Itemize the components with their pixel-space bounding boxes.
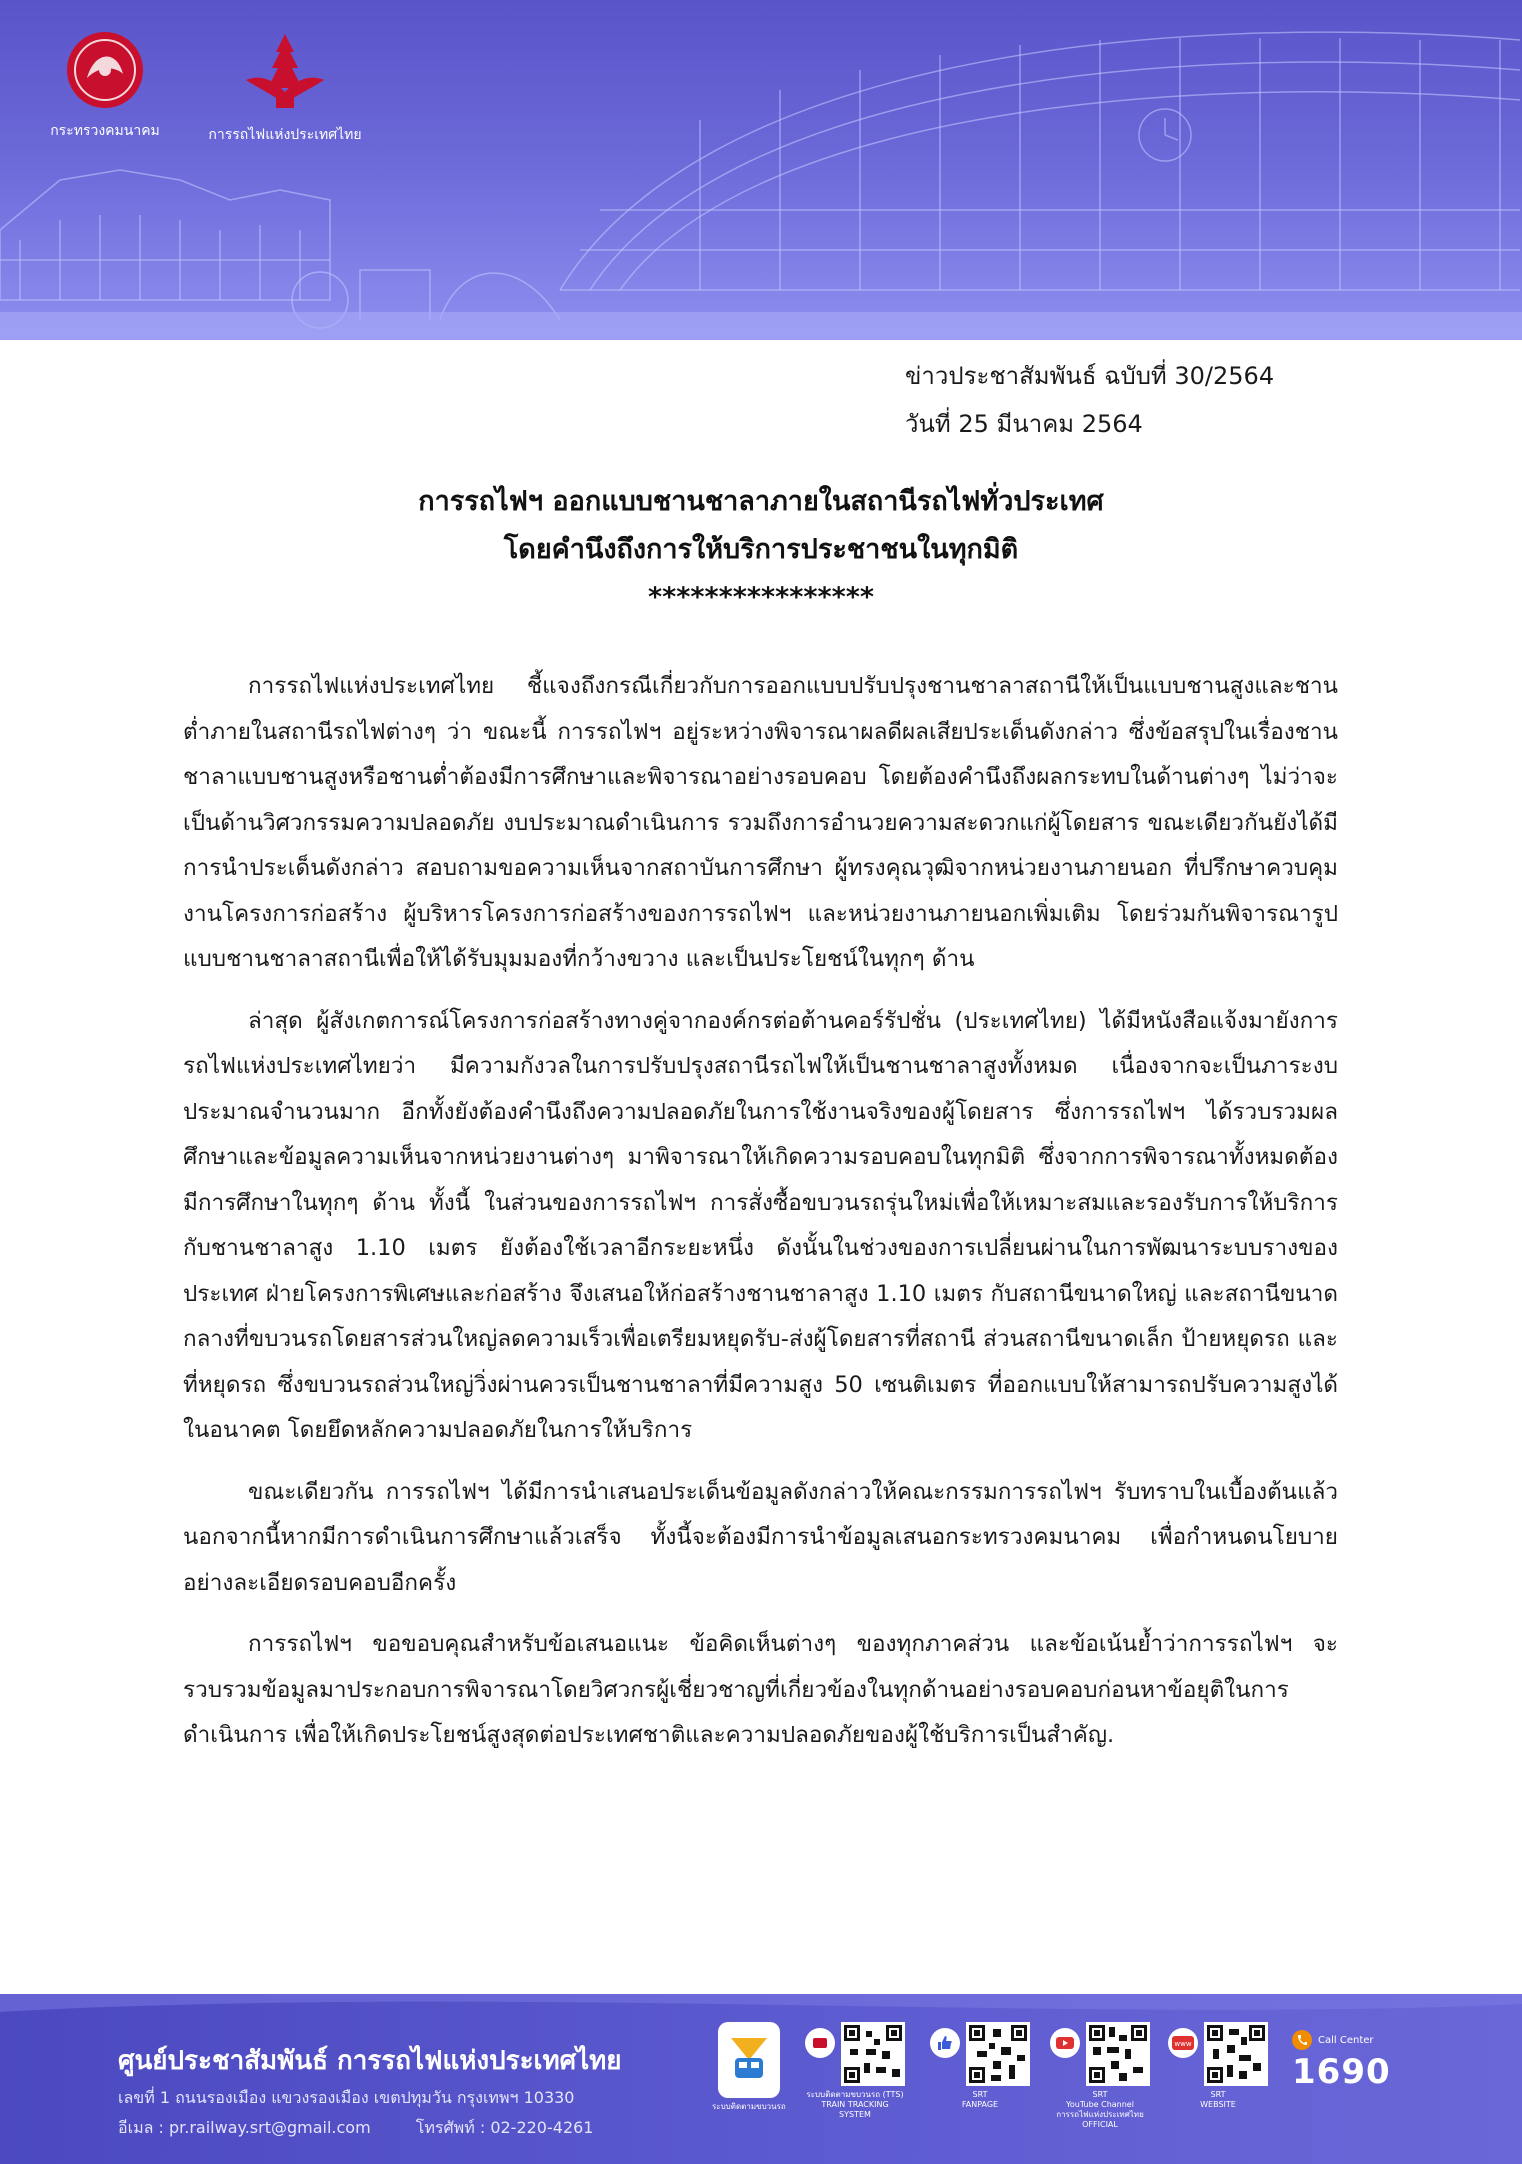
call-center-label: Call Center bbox=[1318, 2034, 1374, 2046]
fanpage-caption: SRT FANPAGE bbox=[961, 2090, 999, 2109]
footer-email[interactable]: อีเมล : pr.railway.srt@gmail.com bbox=[118, 2118, 371, 2137]
youtube-icon bbox=[1050, 2028, 1080, 2058]
release-number: ข่าวประชาสัมพันธ์ ฉบับที่ 30/2564 bbox=[905, 362, 1275, 390]
fanpage-tile[interactable] bbox=[930, 2022, 1030, 2110]
article-body bbox=[183, 664, 1338, 1775]
srt-logo bbox=[200, 30, 370, 146]
header-banner bbox=[0, 0, 1522, 340]
tts-qr-code[interactable] bbox=[841, 2022, 905, 2086]
paragraph: การรถไฟฯ ขอขอบคุณสำหรับข้อเสนอแนะ ข้อคิดเห็นต่างๆ ของทุกภาคส่วน และข้อเน้นย้ำว่าการรถไฟฯ จะรวบรวมข้อมูลมาประกอบการพิจารณาโดยวิศวกรผู้เชี่ยวชาญที่เกี่ยวข้องในทุกด้านอย่างรอบคอบก่อนหาข้อยุติในการดำเนินการ เพื่อให้เกิดประโยชน์สูงสุดต่อประเทศชาติและความปลอดภัยของผู้ใช้บริการเป็นสำคัญ. bbox=[183, 1631, 1338, 1748]
fanpage-qr-code[interactable] bbox=[966, 2022, 1030, 2086]
ministry-caption: กระทรวงคมนาคม bbox=[50, 123, 160, 139]
website-caption: SRT WEBSITE bbox=[1200, 2090, 1236, 2109]
youtube-tile[interactable] bbox=[1050, 2022, 1150, 2130]
headline-line-1: การรถไฟฯ ออกแบบชานชาลาภายในสถานีรถไฟทั่วประเทศ bbox=[418, 486, 1104, 517]
headline-line-2: โดยคำนึงถึงการให้บริการประชาชนในทุกมิติ bbox=[503, 534, 1019, 565]
call-center-number[interactable]: 1690 bbox=[1292, 2052, 1391, 2092]
footer-phone: โทรศัพท์ : 02-220-4261 bbox=[415, 2118, 594, 2137]
youtube-caption: SRT YouTube Channel การรถไฟแห่งประเทศไทย OFFICIAL bbox=[1056, 2090, 1144, 2129]
release-meta bbox=[905, 352, 1425, 448]
footer-address: เลขที่ 1 ถนนรองเมือง แขวงรองเมือง เขตปทุมวัน กรุงเทพฯ 10330 bbox=[118, 2088, 575, 2107]
footer-org-name: ศูนย์ประชาสัมพันธ์ การรถไฟแห่งประเทศไทย bbox=[118, 2046, 622, 2076]
like-icon bbox=[930, 2028, 960, 2058]
ministry-logo bbox=[40, 30, 170, 142]
train-app-icon[interactable] bbox=[718, 2022, 780, 2098]
paragraph: ขณะเดียวกัน การรถไฟฯ ได้มีการนำเสนอประเด็นข้อมูลดังกล่าวให้คณะกรรมการรถไฟฯ รับทราบในเบื้องต้นแล้ว นอกจากนี้หากมีการดำเนินการศึกษาแล้วเสร็จ ทั้งนี้จะต้องมีการนำข้อมูลเสนอกระทรวงคมนาคม เพื่อกำหนดนโยบายอย่างละเอียดรอบคอบอีกครั้ง bbox=[183, 1478, 1338, 1596]
release-date: วันที่ 25 มีนาคม 2564 bbox=[905, 410, 1143, 438]
phone-icon bbox=[1292, 2030, 1312, 2050]
train-app-caption: ระบบติดตามขบวนรถ bbox=[712, 2102, 786, 2111]
paragraph: ล่าสุด ผู้สังเกตการณ์โครงการก่อสร้างทางคู่จากองค์กรต่อต้านคอร์รัปชั่น (ประเทศไทย) ได้มีหนังสือแจ้งมายังการรถไฟแห่งประเทศไทยว่า มีความกังวลในการปรับปรุงสถานีรถไฟให้เป็นชานชาลาสูงทั้งหมด เนื่องจากจะเป็นภาระงบประมาณจำนวนมาก อีกทั้งยังต้องคำนึงถึงความปลอดภัยในการใช้งานจริงของผู้โดยสาร ซึ่งการรถไฟฯ ได้รวบรวมผลศึกษาและข้อมูลความเห็นจากหน่วยงานต่างๆ มาพิจารณาให้เกิดความรอบคอบในทุกมิติ ซึ่งจากการพิจารณาทั้งหมดต้องมีการศึกษาในทุกๆ ด้าน ทั้งนี้ ในส่วนของการรถไฟฯ การสั่งซื้อขบวนรถรุ่นใหม่เพื่อให้เหมาะสมและรองรับการให้บริการกับชานชาลาสูง 1.10 เมตร ยังต้องใช้เวลาอีกระยะหนึ่ง ดังนั้นในช่วงของการเปลี่ยนผ่านในการพัฒนาระบบรางของประเทศ ฝ่ายโครงการพิเศษและก่อสร้าง จึงเสนอให้ก่อสร้างชานชาลาสูง 1.10 เมตร กับสถานีขนาดใหญ่ และสถานีขนาดกลางที่ขบวนรถโดยสารส่วนใหญ่ลดความเร็วเพื่อเตรียมหยุดรับ-ส่งผู้โดยสารที่สถานี ส่วนสถานีขนาดเล็ก ป้ายหยุดรถ และที่หยุดรถ ซึ่งขบวนรถส่วนใหญ่วิ่งผ่านควรเป็นชานชาลาที่มีความสูง 50 เซนติเมตร ที่ออกแบบให้สามารถปรับความสูงได้ในอนาคต โดยยึดหลักความปลอดภัยในการให้บริการ bbox=[183, 1007, 1338, 1443]
footer-contact bbox=[118, 2116, 633, 2141]
tts-tile[interactable] bbox=[805, 2022, 905, 2120]
ministry-seal-icon bbox=[65, 30, 145, 110]
youtube-qr-code[interactable] bbox=[1086, 2022, 1150, 2086]
tts-icon bbox=[805, 2028, 835, 2058]
tts-caption: ระบบติดตามขบวนรถ (TTS) TRAIN TRACKING SYSTEM bbox=[806, 2090, 904, 2119]
website-qr-code[interactable] bbox=[1204, 2022, 1268, 2086]
website-tile[interactable] bbox=[1168, 2022, 1268, 2110]
srt-emblem-icon bbox=[240, 30, 330, 114]
paragraph: การรถไฟแห่งประเทศไทย ชี้แจงถึงกรณีเกี่ยวกับการออกแบบปรับปรุงชานชาลาสถานีให้เป็นแบบชานสูงและชานต่ำภายในสถานีรถไฟต่างๆ ว่า ขณะนี้ การรถไฟฯ อยู่ระหว่างพิจารณาผลดีผลเสียประเด็นดังกล่าว ซึ่งข้อสรุปในเรื่องชานชาลาแบบชานสูงหรือชานต่ำต้องมีการศึกษาและพิจารณาอย่างรอบคอบ โดยต้องคำนึงถึงผลกระทบในด้านต่างๆ ไม่ว่าจะเป็นด้านวิศวกรรมความปลอดภัย งบประมาณดำเนินการ รวมถึงการอำนวยความสะดวกแก่ผู้โดยสาร ขณะเดียวกันยังได้มีการนำประเด็นดังกล่าว สอบถามขอความเห็นจากสถาบันการศึกษา ผู้ทรงคุณวุฒิจากหน่วยงานภายนอก ที่ปรึกษาควบคุมงานโครงการก่อสร้าง ผู้บริหารโครงการก่อสร้างของการรถไฟฯ และหน่วยงานภายนอกเพิ่มเติม โดยร่วมกันพิจารณารูปแบบชานชาลาสถานีเพื่อให้ได้รับมุมมองที่กว้างขวาง และเป็นประโยชน์ในทุกๆ ด้าน bbox=[183, 673, 1338, 972]
call-center[interactable] bbox=[1292, 2030, 1391, 2092]
train-app-tile[interactable] bbox=[712, 2022, 786, 2112]
www-icon bbox=[1168, 2028, 1198, 2058]
srt-caption: การรถไฟแห่งประเทศไทย bbox=[208, 127, 362, 143]
headline bbox=[0, 478, 1522, 622]
footer-bar bbox=[0, 1994, 1522, 2164]
svg-text:www: www bbox=[1174, 2040, 1192, 2048]
headline-separator: **************** bbox=[648, 582, 874, 613]
